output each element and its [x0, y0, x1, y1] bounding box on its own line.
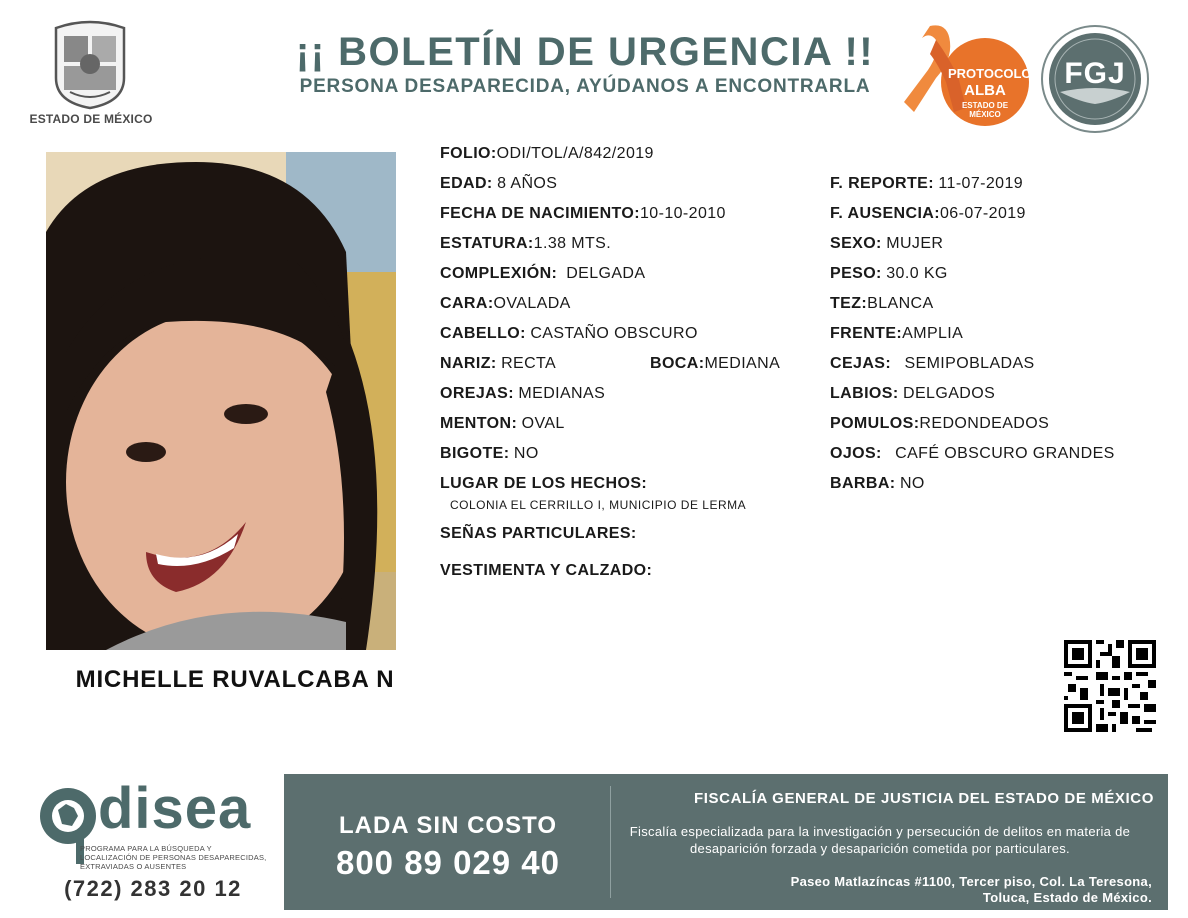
field-label: BIGOTE:: [440, 445, 510, 462]
field-label: POMULOS:: [830, 415, 920, 432]
field-value: SEMIPOBLADAS: [904, 355, 1035, 372]
field-cabello: [440, 325, 698, 343]
field-label: VESTIMENTA Y CALZADO:: [440, 562, 653, 579]
field-label: OREJAS:: [440, 385, 514, 402]
field-senas: [440, 525, 637, 543]
field-value: 11-07-2019: [938, 175, 1024, 192]
field-label: CABELLO:: [440, 325, 526, 342]
field-label: FECHA DE NACIMIENTO:: [440, 205, 640, 222]
alba-line3: ESTADO DE MÉXICO: [961, 101, 1009, 119]
field-cara: [440, 295, 571, 313]
fiscalia-description: Fiscalía especializada para la investigación y persecución de delitos en materia de desaparición forzada y desaparición cometida por particulares.: [629, 824, 1131, 856]
missing-person-photo: [46, 152, 396, 650]
lada-label: LADA SIN COSTO: [338, 812, 557, 839]
field-value: AMPLIA: [902, 325, 964, 342]
estado-de-mexico-seal: [50, 18, 130, 110]
field-value: CASTAÑO OBSCURO: [530, 325, 698, 342]
field-labios: [830, 385, 995, 403]
field-value: 30.0 KG: [886, 265, 948, 282]
field-label: BARBA:: [830, 475, 896, 492]
field-label: LUGAR DE LOS HECHOS:: [440, 475, 648, 492]
field-peso: [830, 265, 948, 283]
odisea-wordmark: disea: [98, 776, 252, 841]
field-value: 06-07-2019: [940, 205, 1026, 222]
field-label: COMPLEXIÓN:: [440, 265, 558, 282]
fiscalia-address-line1: Paseo Matlazíncas #1100, Tercer piso, Col. La Teresona,: [790, 874, 1152, 889]
field-value: DELGADA: [566, 265, 646, 282]
field-boca: [650, 355, 780, 373]
person-name: MICHELLE RUVALCABA N: [75, 666, 395, 693]
field-label: F. REPORTE:: [830, 175, 934, 192]
alba-line1: PROTOCOLO: [948, 66, 1032, 81]
field-lugar: [440, 475, 647, 493]
field-label: CARA:: [440, 295, 494, 312]
field-f-ausencia: [830, 205, 1026, 223]
alba-line2: ALBA: [964, 82, 1006, 99]
field-label: OJOS:: [830, 445, 882, 462]
fgj-text: FGJ: [1064, 57, 1126, 90]
field-value: DELGADOS: [903, 385, 996, 402]
fiscalia-address-line2: Toluca, Estado de México.: [982, 890, 1152, 905]
field-label: NARIZ:: [440, 355, 497, 372]
field-label: F. AUSENCIA:: [830, 205, 940, 222]
field-vestimenta: [440, 562, 652, 580]
fiscalia-title: FISCALÍA GENERAL DE JUSTICIA DEL ESTADO DE MÉXICO: [694, 790, 1154, 807]
field-value: RECTA: [501, 355, 557, 372]
field-pomulos: [830, 415, 1049, 433]
field-value: ODI/TOL/A/842/2019: [496, 145, 654, 162]
field-barba: [830, 475, 925, 493]
field-ojos: [830, 445, 1115, 463]
field-cejas: [830, 355, 1035, 373]
field-estatura: [440, 235, 611, 253]
field-value: MEDIANAS: [518, 385, 606, 402]
field-nariz: [440, 355, 556, 373]
field-menton: [440, 415, 565, 433]
field-label: FOLIO:: [440, 145, 497, 162]
field-value: MEDIANA: [704, 355, 781, 372]
field-value: BLANCA: [867, 295, 934, 312]
field-orejas: [440, 385, 605, 403]
field-label: TEZ:: [830, 295, 868, 312]
field-value: MUJER: [886, 235, 944, 252]
bulletin-subtitle: PERSONA DESAPARECIDA, AYÚDANOS A ENCONTRARLA: [299, 76, 871, 97]
field-lugar-value: COLONIA EL CERRILLO I, MUNICIPIO DE LERMA: [450, 498, 747, 512]
bulletin-title: ¡¡ BOLETÍN DE URGENCIA !!: [295, 30, 875, 74]
field-label: ESTATURA:: [440, 235, 534, 252]
odisea-program-text: PROGRAMA PARA LA BÚSQUEDA Y LOCALIZACIÓN DE PERSONAS DESAPARECIDAS, EXTRAVIADAS O AUSENTES: [80, 844, 267, 871]
field-value: OVALADA: [493, 295, 571, 312]
field-label: PESO:: [830, 265, 882, 282]
odisea-phone[interactable]: (722) 283 20 12: [64, 876, 242, 901]
field-label: LABIOS:: [830, 385, 899, 402]
field-value: REDONDEADOS: [919, 415, 1050, 432]
field-label: FRENTE:: [830, 325, 903, 342]
field-sexo: [830, 235, 943, 253]
seal-caption: ESTADO DE MÉXICO: [29, 112, 153, 126]
field-value: 10-10-2010: [640, 205, 726, 222]
field-label: BOCA:: [650, 355, 705, 372]
field-folio: [440, 145, 654, 163]
lada-number[interactable]: 800 89 029 40: [335, 844, 561, 881]
field-label: CEJAS:: [830, 355, 892, 372]
field-f-reporte: [830, 175, 1023, 193]
field-fecha-nacimiento: [440, 205, 726, 223]
field-label: EDAD:: [440, 175, 493, 192]
field-label: SEXO:: [830, 235, 882, 252]
field-label: MENTON:: [440, 415, 518, 432]
field-value: NO: [899, 475, 925, 492]
field-value: 1.38 MTS.: [533, 235, 612, 252]
field-value: NO: [513, 445, 539, 462]
field-complexion: [440, 265, 645, 283]
field-tez: [830, 295, 934, 313]
field-label: SEÑAS PARTICULARES:: [440, 525, 637, 542]
field-value: 8 AÑOS: [497, 175, 558, 192]
qr-code[interactable]: [1064, 640, 1156, 732]
field-value: CAFÉ OBSCURO GRANDES: [895, 445, 1115, 462]
field-frente: [830, 325, 963, 343]
field-edad: [440, 175, 557, 193]
field-value: OVAL: [521, 415, 565, 432]
field-bigote: [440, 445, 539, 463]
